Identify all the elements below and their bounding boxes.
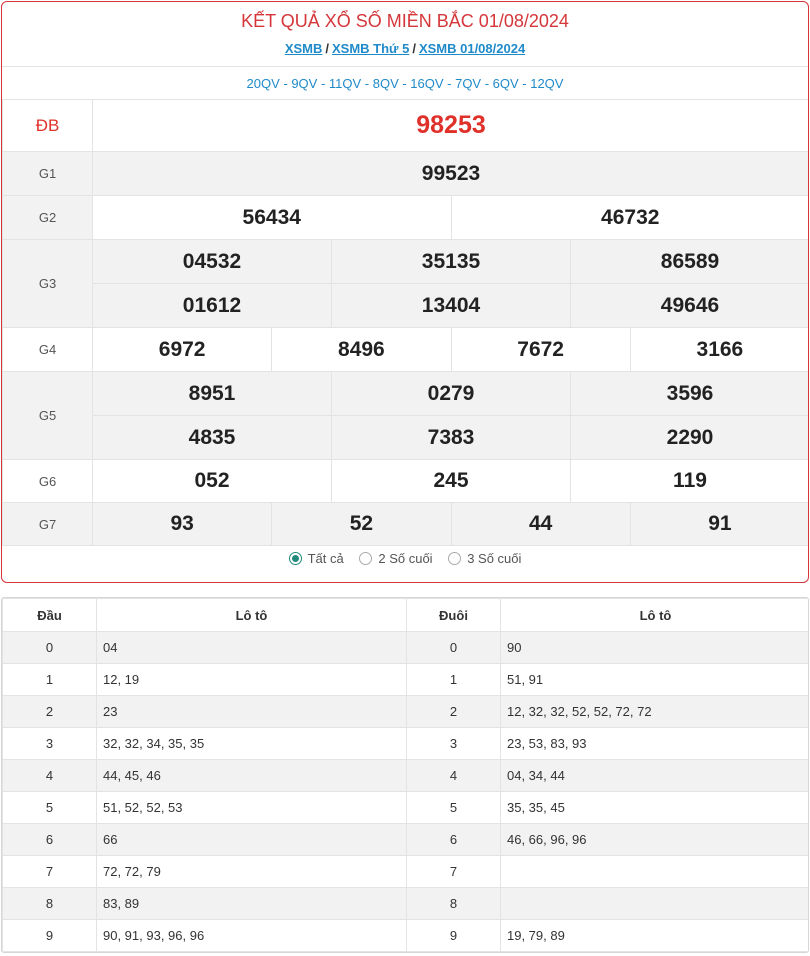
prize-g3-value: 13404: [331, 284, 570, 327]
loto-tail-digit: 0: [407, 632, 501, 664]
prize-g3-value: 35135: [331, 240, 570, 283]
loto-head-numbers: 51, 52, 52, 53: [97, 792, 407, 824]
prize-label-db: ĐB: [3, 100, 93, 152]
loto-body: [3, 632, 810, 952]
loto-tail-digit: 5: [407, 792, 501, 824]
filter-3-digit-option[interactable]: [448, 551, 521, 566]
breadcrumb-xsmb-link[interactable]: XSMB: [284, 41, 323, 56]
loto-header-tail: Đuôi: [407, 599, 501, 632]
loto-tail-digit: 1: [407, 664, 501, 696]
prize-g3-row: [93, 240, 809, 283]
radio-unselected-icon[interactable]: [448, 552, 461, 565]
prize-g3-row: [93, 284, 809, 327]
loto-tail-numbers: 12, 32, 32, 52, 52, 72, 72: [501, 696, 810, 728]
prize-g2-value: 46732: [451, 196, 810, 239]
loto-tail-digit: 8: [407, 888, 501, 920]
loto-row: [3, 728, 810, 760]
results-card: [1, 1, 809, 583]
loto-head-digit: 9: [3, 920, 97, 952]
prize-label-g2: G2: [3, 196, 93, 240]
loto-table: [2, 598, 809, 952]
prize-g6-value: 245: [331, 460, 570, 502]
loto-head-digit: 8: [3, 888, 97, 920]
prize-g3-value: 86589: [570, 240, 809, 283]
loto-header-numbers: Lô tô: [97, 599, 407, 632]
prize-g7-value: 91: [630, 503, 809, 545]
loto-head-numbers: 90, 91, 93, 96, 96: [97, 920, 407, 952]
prize-g4-row: [93, 328, 809, 371]
loto-head-digit: 2: [3, 696, 97, 728]
loto-header-head: Đầu: [3, 599, 97, 632]
loto-tail-digit: 9: [407, 920, 501, 952]
loto-head-digit: 6: [3, 824, 97, 856]
breadcrumb-separator: /: [325, 41, 329, 56]
loto-head-numbers: 23: [97, 696, 407, 728]
prize-label-g5: G5: [3, 372, 93, 460]
loto-row: [3, 664, 810, 696]
prize-g2-row: [93, 196, 809, 239]
loto-tail-numbers: 23, 53, 83, 93: [501, 728, 810, 760]
prize-g5-row: [93, 416, 809, 459]
filter-2-digit-option[interactable]: [359, 551, 432, 566]
loto-head-digit: 3: [3, 728, 97, 760]
prize-label-g3: G3: [3, 240, 93, 328]
prize-g5-value: 7383: [331, 416, 570, 459]
loto-tail-digit: 2: [407, 696, 501, 728]
loto-head-digit: 7: [3, 856, 97, 888]
loto-tail-digit: 6: [407, 824, 501, 856]
loto-tail-digit: 7: [407, 856, 501, 888]
loto-row: [3, 856, 810, 888]
prize-g6-value: 052: [194, 469, 230, 492]
prize-g7-value: 44: [451, 503, 630, 545]
loto-header-numbers: Lô tô: [501, 599, 810, 632]
loto-head-numbers: 44, 45, 46: [97, 760, 407, 792]
prize-label-g1: G1: [3, 152, 93, 196]
loto-head-digit: 4: [3, 760, 97, 792]
digit-filter: [2, 551, 808, 568]
loto-row: [3, 632, 810, 664]
loto-tail-numbers: [501, 856, 810, 888]
filter-all-option[interactable]: [289, 551, 344, 566]
prize-g4-value: 6972: [158, 337, 206, 361]
prize-g5-value: 3596: [570, 372, 809, 415]
prize-g3-value: 49646: [570, 284, 809, 327]
radio-unselected-icon[interactable]: [359, 552, 372, 565]
prize-g6-row: [93, 460, 809, 502]
prize-g4-value: 3166: [630, 328, 809, 371]
prize-g7-value: 52: [271, 503, 450, 545]
breadcrumb: [2, 41, 808, 56]
loto-row: [3, 888, 810, 920]
prize-g5-row: [93, 372, 809, 415]
loto-row: [3, 920, 810, 952]
loto-tail-numbers: 46, 66, 96, 96: [501, 824, 810, 856]
loto-head-digit: 0: [3, 632, 97, 664]
prize-g3-value: 04532: [182, 249, 242, 273]
prize-label-g7: G7: [3, 503, 93, 546]
results-table: [2, 99, 809, 546]
loto-row: [3, 760, 810, 792]
prize-g1-value: 99523: [93, 152, 810, 196]
prize-g5-value: 4835: [188, 425, 236, 449]
loto-head-numbers: 04: [97, 632, 407, 664]
loto-tail-digit: 3: [407, 728, 501, 760]
loto-row: [3, 696, 810, 728]
filter-option-label: 3 Số cuối: [467, 551, 522, 566]
loto-panel: [1, 597, 809, 953]
loto-head-numbers: 72, 72, 79: [97, 856, 407, 888]
prize-g5-value: 0279: [331, 372, 570, 415]
loto-tail-numbers: 19, 79, 89: [501, 920, 810, 952]
breadcrumb-separator: /: [412, 41, 416, 56]
prize-g6-value: 119: [570, 460, 809, 502]
loto-tail-numbers: 35, 35, 45: [501, 792, 810, 824]
loto-tail-numbers: 04, 34, 44: [501, 760, 810, 792]
prize-g4-value: 7672: [451, 328, 630, 371]
page-title: KẾT QUẢ XỔ SỐ MIỀN BẮC 01/08/2024: [241, 11, 569, 31]
prize-g5-value: 2290: [570, 416, 809, 459]
radio-selected-icon[interactable]: [289, 552, 302, 565]
breadcrumb-xsmb-date-link[interactable]: XSMB 01/08/2024: [418, 41, 526, 56]
prize-db-value: 98253: [93, 100, 810, 152]
loto-head-digit: 5: [3, 792, 97, 824]
loto-head-digit: 1: [3, 664, 97, 696]
breadcrumb-xsmb-thu5-link[interactable]: XSMB Thứ 5: [332, 41, 410, 56]
loto-row: [3, 824, 810, 856]
prize-g5-value: 8951: [188, 381, 236, 405]
draw-codes: 20QV - 9QV - 11QV - 8QV - 16QV - 7QV - 6QV - 12QV: [2, 66, 808, 100]
loto-head-numbers: 12, 19: [97, 664, 407, 696]
prize-g7-row: [93, 503, 809, 545]
prize-label-g4: G4: [3, 328, 93, 372]
prize-label-g6: G6: [3, 460, 93, 503]
prize-g4-value: 8496: [271, 328, 450, 371]
loto-head-numbers: 83, 89: [97, 888, 407, 920]
filter-option-label: Tất cả: [307, 551, 344, 566]
loto-tail-digit: 4: [407, 760, 501, 792]
loto-tail-numbers: 51, 91: [501, 664, 810, 696]
loto-tail-numbers: 90: [501, 632, 810, 664]
loto-tail-numbers: [501, 888, 810, 920]
loto-head-numbers: 66: [97, 824, 407, 856]
filter-option-label: 2 Số cuối: [378, 551, 433, 566]
prize-g2-value: 56434: [242, 205, 301, 229]
prize-g7-value: 93: [170, 512, 194, 535]
loto-row: [3, 792, 810, 824]
prize-g3-value: 01612: [182, 293, 242, 317]
loto-head-numbers: 32, 32, 34, 35, 35: [97, 728, 407, 760]
